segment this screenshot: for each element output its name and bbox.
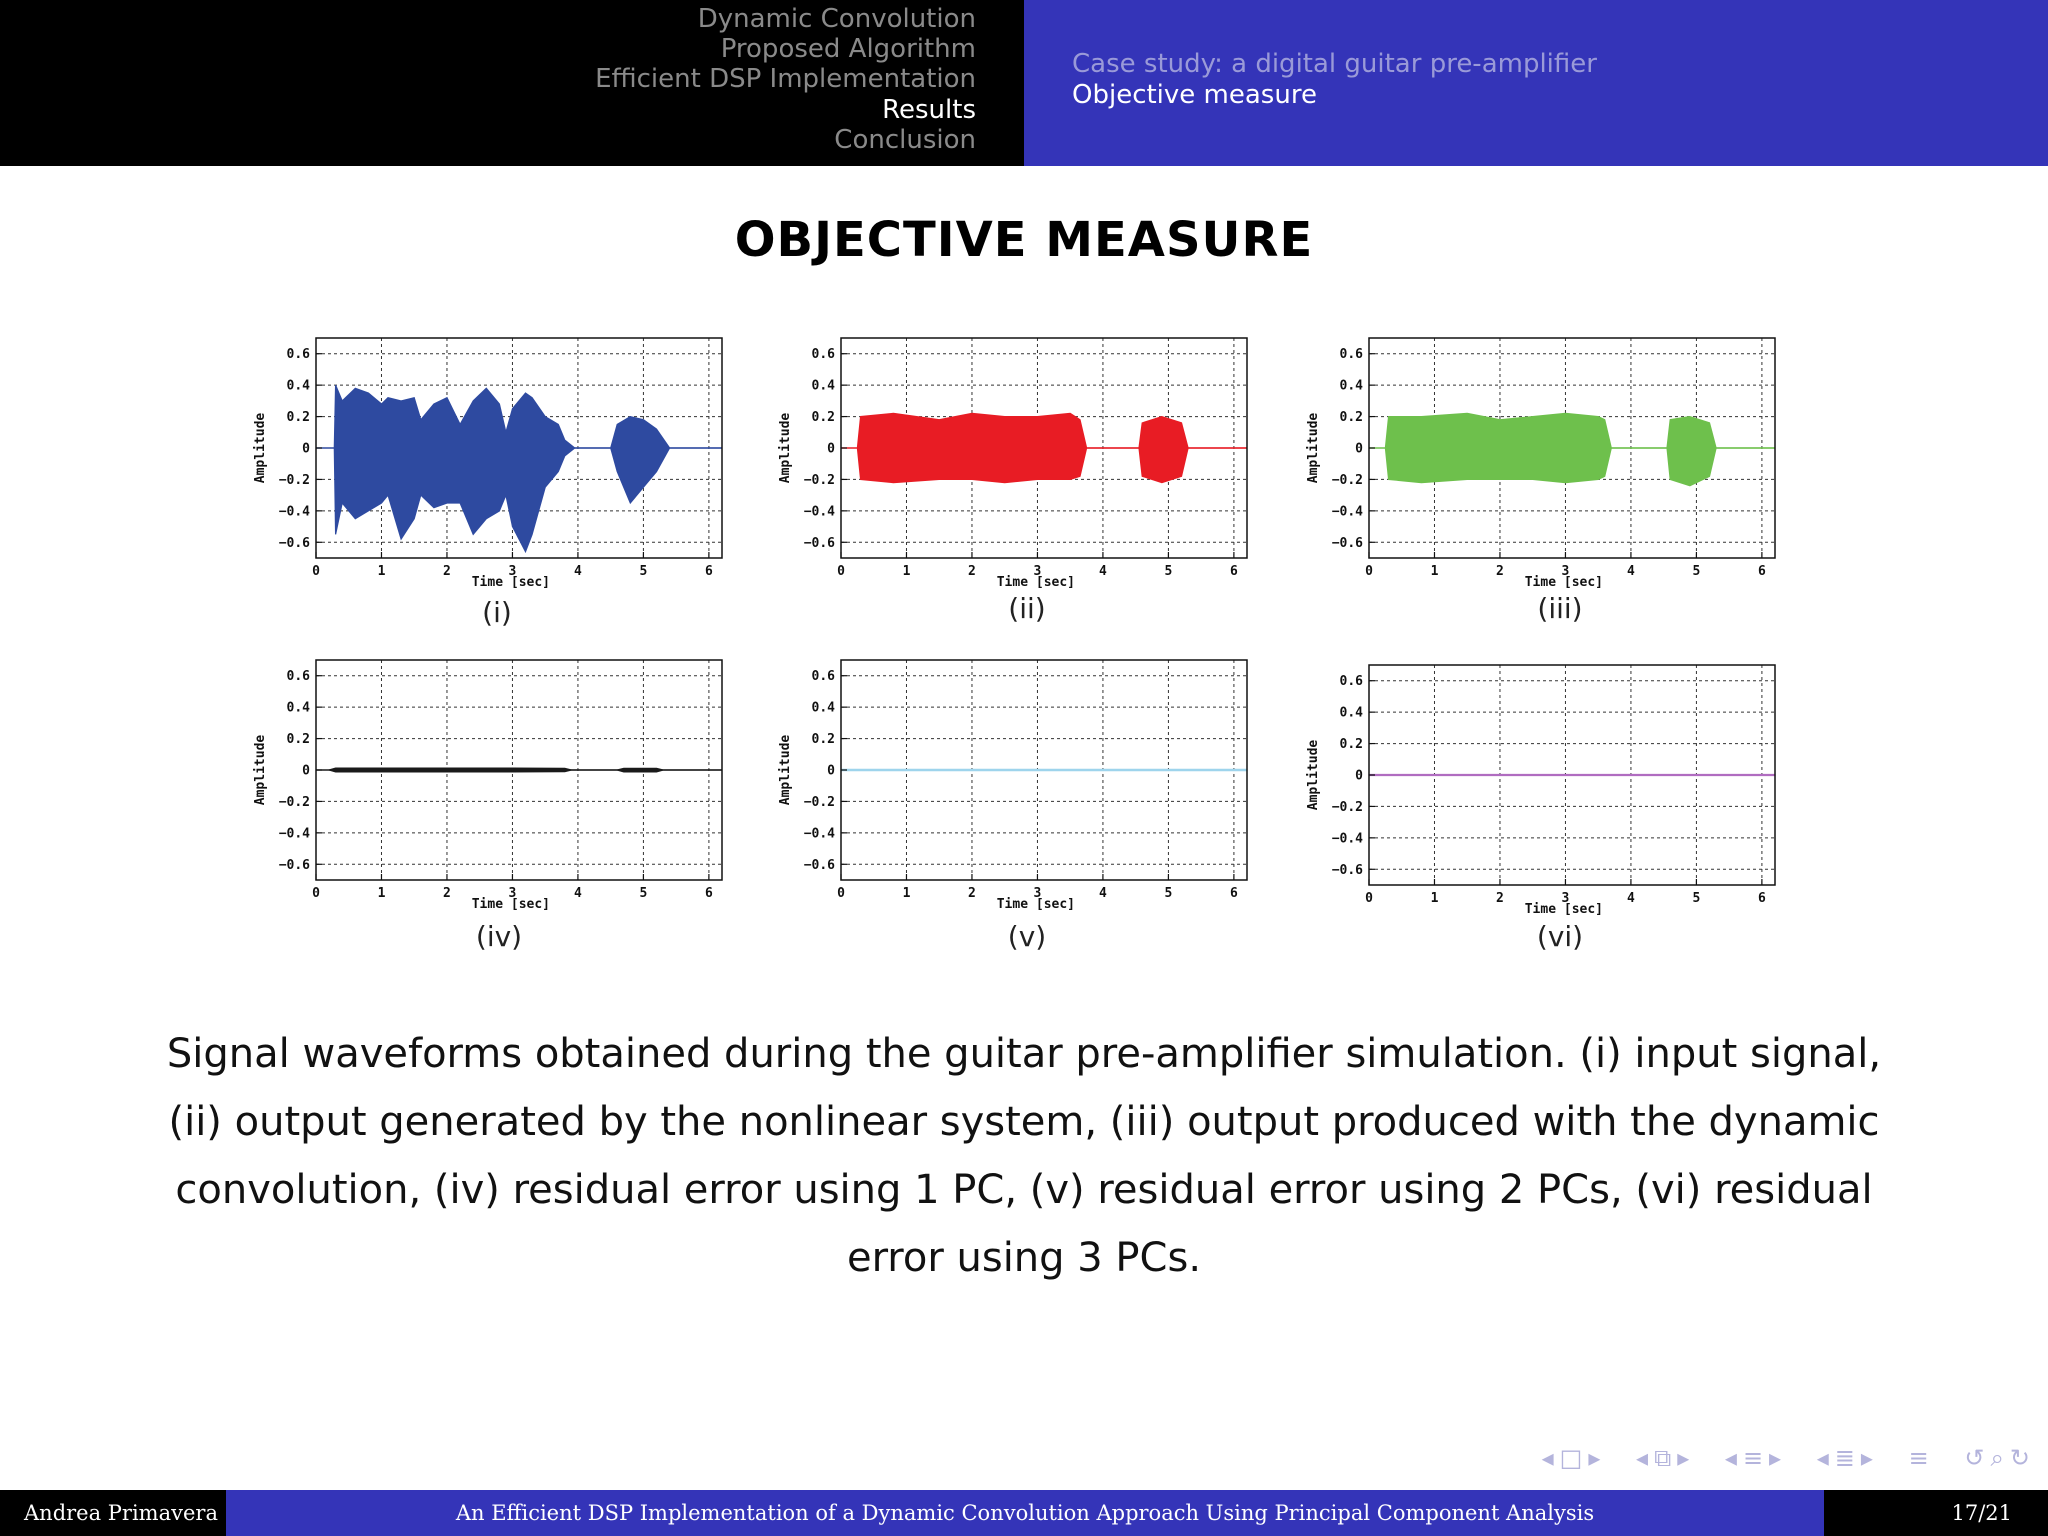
waveform-series xyxy=(1385,413,1775,485)
y-tick-label: 0.6 xyxy=(811,669,835,685)
panel-label-iii: (iii) xyxy=(1537,592,1583,625)
y-tick-label: −0.6 xyxy=(278,535,310,551)
x-tick-label: 2 xyxy=(968,886,976,901)
y-tick-label: 0 xyxy=(302,441,310,457)
x-tick-label: 4 xyxy=(1627,564,1635,579)
x-tick-label: 5 xyxy=(1164,886,1173,901)
navigation-symbols xyxy=(1532,1444,2032,1474)
x-axis-label: Time [sec] xyxy=(471,575,551,590)
x-axis-label: Time [sec] xyxy=(1524,902,1604,917)
waveform-series xyxy=(334,385,722,552)
x-tick-label: 0 xyxy=(1365,891,1373,906)
y-tick-label: 0.4 xyxy=(811,378,835,394)
x-axis-label: Time [sec] xyxy=(996,897,1076,912)
y-tick-label: 0 xyxy=(1355,441,1363,457)
next-section-icon[interactable]: ▸ xyxy=(1769,1444,1784,1472)
x-axis-label: Time [sec] xyxy=(1524,575,1604,590)
y-tick-label: −0.6 xyxy=(1331,535,1363,551)
x-tick-label: 3 xyxy=(1033,564,1042,579)
x-tick-label: 4 xyxy=(1099,564,1107,579)
subsection-navigation xyxy=(1024,0,2048,166)
y-tick-label: 0.4 xyxy=(1339,705,1363,721)
x-tick-label: 1 xyxy=(377,886,386,901)
y-tick-label: 0 xyxy=(1355,768,1363,784)
x-tick-label: 4 xyxy=(1627,891,1635,906)
x-axis-label: Time [sec] xyxy=(471,897,551,912)
y-axis-label: Amplitude xyxy=(778,734,793,806)
x-tick-label: 2 xyxy=(443,564,451,579)
x-tick-label: 1 xyxy=(902,886,911,901)
y-tick-label: −0.2 xyxy=(1331,799,1363,815)
y-tick-label: 0.4 xyxy=(286,378,310,394)
y-axis-label: Amplitude xyxy=(253,734,268,806)
figure-caption: Signal waveforms obtained during the guitar pre-amplifier simulation. (i) input signal, (ii) output generated by the nonlinear system, (iii) output produced with the dynamic convolution, (iv) residual error using 1 PC, (v) residual error using 2 PCs, (vi) residual error using 3 PCs. xyxy=(166,1031,1882,1281)
x-tick-label: 3 xyxy=(1033,886,1042,901)
y-axis-label: Amplitude xyxy=(1306,739,1321,811)
y-axis-label: Amplitude xyxy=(778,412,793,484)
y-tick-label: −0.2 xyxy=(1331,472,1363,488)
x-tick-label: 2 xyxy=(443,886,451,901)
x-tick-label: 5 xyxy=(639,886,648,901)
prev-section-icon[interactable]: ◂ xyxy=(1724,1444,1739,1472)
prev-subsection-icon[interactable]: ◂ xyxy=(1636,1444,1651,1472)
y-tick-label: −0.4 xyxy=(278,504,310,520)
y-tick-label: 0.6 xyxy=(1339,347,1363,363)
y-tick-label: 0 xyxy=(827,441,835,457)
y-tick-label: 0.2 xyxy=(1339,737,1363,753)
y-tick-label: −0.2 xyxy=(278,472,310,488)
y-tick-label: −0.2 xyxy=(803,472,835,488)
panel-label-ii: (ii) xyxy=(1008,592,1046,625)
x-tick-label: 6 xyxy=(1757,564,1766,579)
next-part-icon[interactable]: ▸ xyxy=(1860,1444,1875,1472)
x-tick-label: 2 xyxy=(1496,564,1504,579)
y-tick-label: −0.2 xyxy=(278,794,310,810)
section-navigation xyxy=(0,0,1024,166)
y-tick-label: 0.6 xyxy=(286,669,310,685)
x-tick-label: 1 xyxy=(1430,564,1439,579)
panel-label-vi: (vi) xyxy=(1536,920,1584,953)
y-tick-label: −0.6 xyxy=(803,535,835,551)
waveform-plot-ii xyxy=(775,330,1275,630)
y-tick-label: −0.6 xyxy=(278,857,310,873)
y-tick-label: −0.4 xyxy=(1331,504,1363,520)
x-tick-label: 5 xyxy=(1692,564,1701,579)
x-tick-label: 0 xyxy=(1365,564,1373,579)
x-tick-label: 6 xyxy=(1757,891,1766,906)
x-tick-label: 6 xyxy=(704,564,713,579)
y-axis-label: Amplitude xyxy=(1306,412,1321,484)
footer-author: Andrea Primavera xyxy=(0,1490,226,1536)
x-tick-label: 0 xyxy=(312,886,320,901)
x-tick-label: 0 xyxy=(837,564,845,579)
x-tick-label: 4 xyxy=(1099,886,1107,901)
x-tick-label: 6 xyxy=(1229,564,1238,579)
x-tick-label: 0 xyxy=(312,564,320,579)
x-tick-label: 5 xyxy=(1164,564,1173,579)
y-tick-label: 0.4 xyxy=(811,700,835,716)
undo-icon[interactable]: ↺ xyxy=(1964,1444,1987,1472)
nav-section-results[interactable]: Results xyxy=(882,95,976,125)
y-tick-label: 0.6 xyxy=(1339,674,1363,690)
x-tick-label: 1 xyxy=(902,564,911,579)
part-icon[interactable]: ≣ xyxy=(1834,1444,1857,1472)
y-tick-label: 0.6 xyxy=(286,347,310,363)
waveform-plot-i xyxy=(250,330,750,630)
panel-label-i: (i) xyxy=(482,596,512,629)
y-tick-label: −0.2 xyxy=(803,794,835,810)
y-axis-label: Amplitude xyxy=(253,412,268,484)
x-tick-label: 6 xyxy=(704,886,713,901)
x-tick-label: 5 xyxy=(639,564,648,579)
y-tick-label: 0.4 xyxy=(1339,378,1363,394)
nav-subsection-objective-measure[interactable]: Objective measure xyxy=(1072,80,1317,110)
next-frame-icon[interactable]: ▸ xyxy=(1588,1444,1603,1472)
redo-icon[interactable]: ↻ xyxy=(2009,1444,2032,1472)
y-tick-label: −0.6 xyxy=(1331,862,1363,878)
nav-subsection-case-study[interactable]: Case study: a digital guitar pre-amplifier xyxy=(1072,49,1597,79)
subsection-icon[interactable]: ⧉ xyxy=(1654,1444,1674,1472)
y-tick-label: 0.2 xyxy=(286,732,310,748)
y-tick-label: −0.6 xyxy=(803,857,835,873)
y-tick-label: 0.6 xyxy=(811,347,835,363)
x-tick-label: 2 xyxy=(968,564,976,579)
waveform-plot-iv xyxy=(250,652,750,952)
next-subsection-icon[interactable]: ▸ xyxy=(1677,1444,1692,1472)
x-tick-label: 3 xyxy=(1561,891,1570,906)
section-icon[interactable]: ≡ xyxy=(1742,1444,1766,1472)
waveform-plot-iii xyxy=(1303,330,1803,630)
nav-section-dynamic-convolution[interactable]: Dynamic Convolution xyxy=(697,4,976,34)
panel-label-v: (v) xyxy=(1007,920,1047,953)
footer-page-number: 17/21 xyxy=(1824,1490,2048,1536)
footer-title: An Efficient DSP Implementation of a Dynamic Convolution Approach Using Principal Component Analysis xyxy=(226,1490,1824,1536)
y-tick-label: −0.4 xyxy=(1331,831,1363,847)
y-tick-label: 0.2 xyxy=(811,410,835,426)
x-tick-label: 1 xyxy=(1430,891,1439,906)
x-tick-label: 2 xyxy=(1496,891,1504,906)
x-tick-label: 5 xyxy=(1692,891,1701,906)
y-tick-label: 0.2 xyxy=(1339,410,1363,426)
x-axis-label: Time [sec] xyxy=(996,575,1076,590)
nav-section-proposed-algorithm[interactable]: Proposed Algorithm xyxy=(720,34,976,64)
x-tick-label: 0 xyxy=(837,886,845,901)
y-tick-label: −0.4 xyxy=(803,826,835,842)
y-tick-label: 0.4 xyxy=(286,700,310,716)
y-tick-label: 0.2 xyxy=(811,732,835,748)
x-tick-label: 3 xyxy=(508,886,517,901)
y-tick-label: 0.2 xyxy=(286,410,310,426)
x-tick-label: 4 xyxy=(574,886,582,901)
frame-icon[interactable]: □ xyxy=(1559,1444,1585,1472)
x-tick-label: 3 xyxy=(508,564,517,579)
x-tick-label: 3 xyxy=(1561,564,1570,579)
frame-title: OBJECTIVE MEASURE xyxy=(734,212,1314,268)
prev-part-icon[interactable]: ◂ xyxy=(1816,1444,1831,1472)
x-tick-label: 4 xyxy=(574,564,582,579)
footer xyxy=(0,1490,2048,1536)
search-icon[interactable]: ⌕ xyxy=(1990,1444,2006,1472)
nav-section-conclusion[interactable]: Conclusion xyxy=(834,125,976,155)
waveform-plot-vi xyxy=(1303,657,1803,957)
y-tick-label: 0 xyxy=(302,763,310,779)
panel-label-iv: (iv) xyxy=(475,920,523,953)
y-tick-label: −0.4 xyxy=(278,826,310,842)
x-tick-label: 6 xyxy=(1229,886,1238,901)
waveform-plot-v xyxy=(775,652,1275,952)
nav-section-efficient-dsp[interactable]: Efficient DSP Implementation xyxy=(595,64,976,94)
y-tick-label: 0 xyxy=(827,763,835,779)
x-tick-label: 1 xyxy=(377,564,386,579)
prev-frame-icon[interactable]: ◂ xyxy=(1541,1444,1556,1472)
y-tick-label: −0.4 xyxy=(803,504,835,520)
toc-icon[interactable]: ≡ xyxy=(1908,1444,1931,1472)
